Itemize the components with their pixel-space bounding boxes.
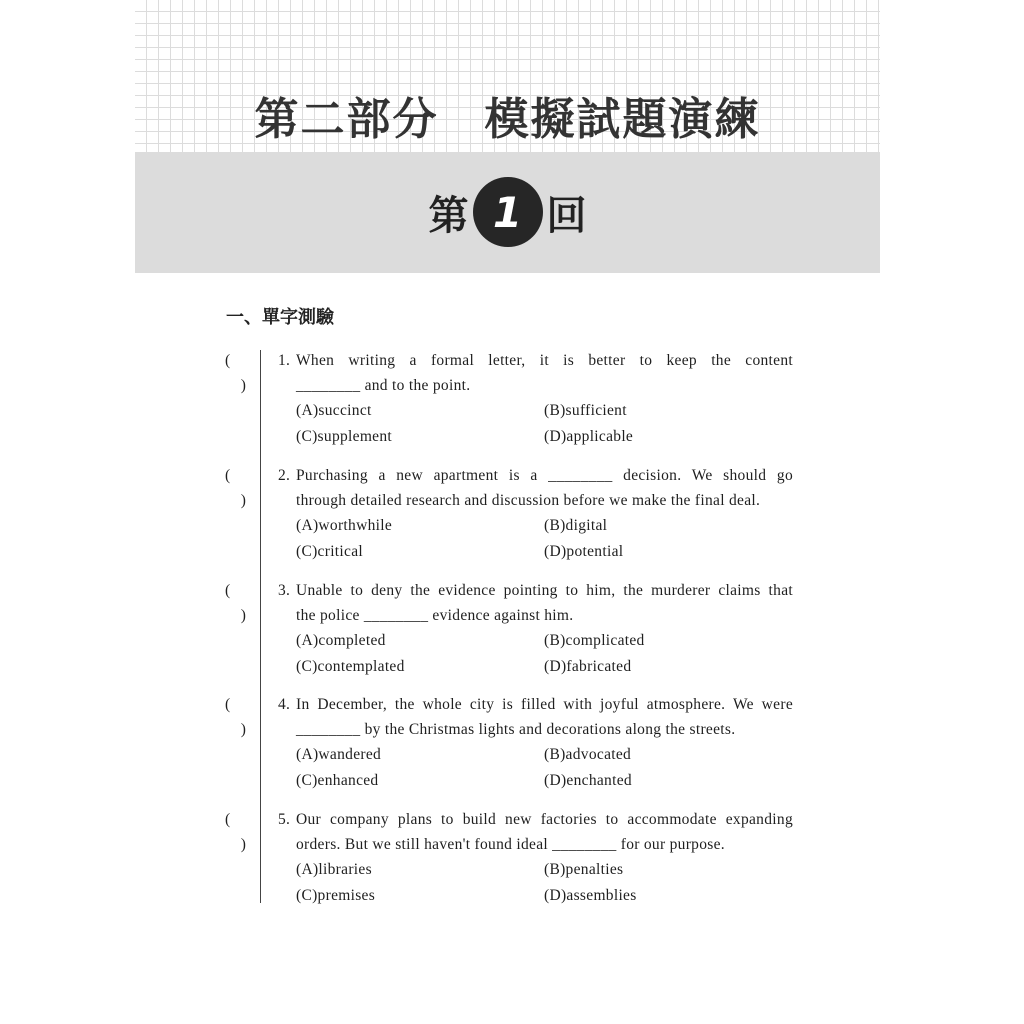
question-5 bbox=[0, 807, 1024, 917]
option-a[interactable]: (A)succinct bbox=[296, 402, 372, 419]
option-c[interactable]: (C)enhanced bbox=[296, 772, 379, 789]
question-text-line: When writing a formal letter, it is better to keep the content bbox=[296, 352, 793, 369]
option-c[interactable]: (C)supplement bbox=[296, 428, 393, 445]
round-prefix: 第 bbox=[428, 192, 469, 239]
round-number-badge: 1 bbox=[473, 177, 543, 247]
question-1 bbox=[0, 348, 1024, 458]
option-b[interactable]: (B)sufficient bbox=[544, 402, 627, 419]
option-d[interactable]: (D)applicable bbox=[544, 428, 634, 445]
question-text-line: In December, the whole city is filled with joyful atmosphere. We were bbox=[296, 696, 793, 713]
round-banner bbox=[135, 152, 880, 273]
question-number: 4. bbox=[278, 696, 291, 713]
section-heading: 一、單字測驗 bbox=[226, 307, 334, 328]
option-a[interactable]: (A)worthwhile bbox=[296, 517, 393, 534]
question-text-line: through detailed research and discussion before we make the final deal. bbox=[296, 492, 761, 509]
page-header bbox=[135, 0, 880, 152]
option-d[interactable]: (D)potential bbox=[544, 543, 624, 560]
option-d[interactable]: (D)enchanted bbox=[544, 772, 632, 789]
part-title: 第二部分 模擬試題演練 bbox=[254, 94, 761, 145]
question-3 bbox=[0, 578, 1024, 688]
question-text-line: orders. But we still haven't found ideal ________ for our purpose. bbox=[296, 836, 725, 853]
question-4 bbox=[0, 692, 1024, 802]
option-d[interactable]: (D)assemblies bbox=[544, 887, 637, 904]
round-title bbox=[135, 177, 880, 247]
question-number: 3. bbox=[278, 582, 291, 599]
round-suffix: 回 bbox=[546, 192, 587, 239]
question-number: 5. bbox=[278, 811, 291, 828]
answer-blank[interactable]: ( ) bbox=[225, 811, 247, 853]
answer-blank[interactable]: ( ) bbox=[225, 352, 247, 394]
question-2 bbox=[0, 463, 1024, 573]
option-c[interactable]: (C)critical bbox=[296, 543, 363, 560]
answer-blank[interactable]: ( ) bbox=[225, 467, 247, 509]
option-b[interactable]: (B)digital bbox=[544, 517, 608, 534]
option-c[interactable]: (C)premises bbox=[296, 887, 376, 904]
question-number: 2. bbox=[278, 467, 291, 484]
option-b[interactable]: (B)complicated bbox=[544, 632, 645, 649]
question-text-line: the police ________ evidence against him. bbox=[296, 607, 574, 624]
question-text-line: Unable to deny the evidence pointing to him, the murderer claims that bbox=[296, 582, 793, 599]
option-b[interactable]: (B)advocated bbox=[544, 746, 632, 763]
option-a[interactable]: (A)completed bbox=[296, 632, 386, 649]
option-c[interactable]: (C)contemplated bbox=[296, 658, 405, 675]
answer-blank[interactable]: ( ) bbox=[225, 696, 247, 738]
option-a[interactable]: (A)wandered bbox=[296, 746, 382, 763]
question-text-line: Purchasing a new apartment is a ________ decision. We should go bbox=[296, 467, 793, 484]
option-a[interactable]: (A)libraries bbox=[296, 861, 372, 878]
option-d[interactable]: (D)fabricated bbox=[544, 658, 632, 675]
question-text-line: Our company plans to build new factories to accommodate expanding bbox=[296, 811, 793, 828]
answer-blank[interactable]: ( ) bbox=[225, 582, 247, 624]
question-text-line: ________ by the Christmas lights and decorations along the streets. bbox=[296, 721, 736, 738]
question-text-line: ________ and to the point. bbox=[296, 377, 471, 394]
question-number: 1. bbox=[278, 352, 291, 369]
option-b[interactable]: (B)penalties bbox=[544, 861, 624, 878]
